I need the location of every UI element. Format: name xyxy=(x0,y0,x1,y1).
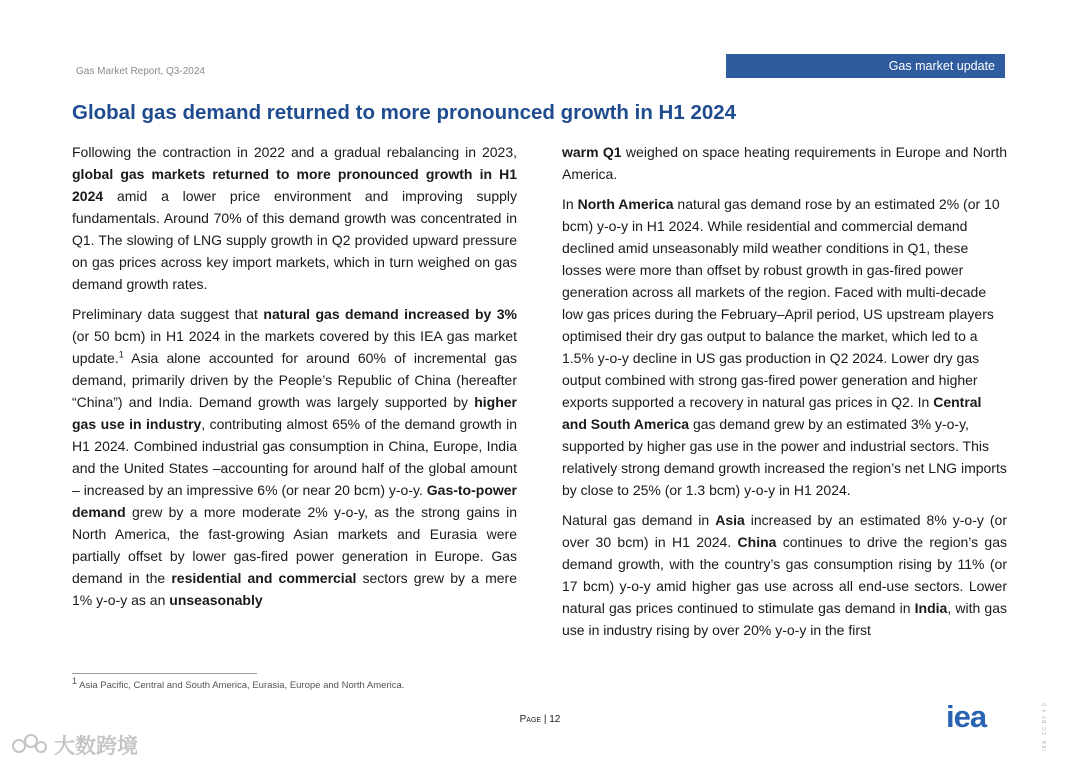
paragraph: Preliminary data suggest that natural gas demand increased by 3% (or 50 bcm) in H1 2024 in the markets covered by this IEA gas market update.$^1$ Asia alone accounted for around 60% of incremental gas demand, primarily driven by the People’s Republic of China (hereafter “China”) and India. Demand growth was largely supported by higher gas use in industry, contributing almost 65% of the demand growth in H1 2024. Combined industrial gas consumption in China, Europe, India and the United States –accounting for around half of the global amount – increased by an impressive 6% (or near 20 bcm) y-o-y. Gas-to-power demand grew by a more moderate 2% y-o-y, as the strong gains in North America, the fast-growing Asian markets and Eurasia were partially offset by lower gas-fired power generation in Europe. Gas demand in the residential and commercial sectors grew by a mere 1% y-o-y as an unseasonably xyxy=(72,306,517,608)
emphasis: Gas-to-power demand xyxy=(72,482,517,520)
page-title: Global gas demand returned to more pronounced growth in H1 2024 xyxy=(72,101,737,124)
footnote-mark: 1 xyxy=(72,675,78,686)
paragraph: Natural gas demand in Asia increased by an estimated 8% y-o-y (or over 30 bcm) in H1 2024. China continues to drive the region’s gas demand growth, with the country’s gas consumption rising by 11% (or 17 bcm) y-o-y amid higher gas use across all end-use sectors. Lower natural gas prices continued to stimulate gas demand in India, with gas use in industry rising by over 20% y-o-y in the first xyxy=(562,512,1007,638)
left-column xyxy=(72,141,517,619)
emphasis: India xyxy=(914,600,948,616)
right-column xyxy=(562,141,1007,649)
emphasis: North America xyxy=(577,196,674,212)
footnote-ref[interactable]: 1 xyxy=(118,349,124,360)
paragraph: Following the contraction in 2022 and a gradual rebalancing in 2023, global gas markets returned to more pronounced growth in H1 2024 amid a lower price environment and improving supply fundamentals. Around 70% of this demand growth was concentrated in Q1. The slowing of LNG supply growth in Q2 provided upward pressure on gas prices across key import markets, which in turn weighed on gas demand growth rates. xyxy=(72,144,517,292)
footnote-divider xyxy=(72,673,257,674)
emphasis: Asia xyxy=(715,512,745,528)
emphasis: global gas markets returned to more pronounced growth in H1 2024 xyxy=(72,166,517,204)
watermark-text: 大数跨境 xyxy=(54,735,138,758)
report-name: Gas Market Report, Q3-2024 xyxy=(76,66,205,77)
emphasis: natural gas demand increased by 3% xyxy=(263,306,517,322)
emphasis: warm Q1 xyxy=(562,144,622,160)
footnote xyxy=(72,675,405,691)
license-text: IEA. CC BY 4.0. xyxy=(1042,700,1048,751)
emphasis: Central and South America xyxy=(562,394,982,432)
page-number: Page | 12 xyxy=(519,714,561,725)
watermark xyxy=(10,730,138,760)
section-banner: Gas market update xyxy=(726,54,1005,78)
iea-logo: iea xyxy=(946,699,987,734)
footnote-text: Asia Pacific, Central and South America, Eurasia, Europe and North America. xyxy=(77,680,405,691)
watermark-icon xyxy=(10,732,48,758)
paragraph: warm Q1 weighed on space heating requirements in Europe and North America. xyxy=(562,144,1008,182)
page-label: Page xyxy=(519,714,542,725)
emphasis: higher gas use in industry xyxy=(72,394,517,432)
page-number-value: 12 xyxy=(549,714,561,725)
paragraph: In North America natural gas demand rose by an estimated 2% (or 10 bcm) y-o-y in H1 2024. While residential and commercial demand declined amid unseasonably mild weather conditions in Q1, these losses were more than offset by robust growth in gas-fired power generation across all markets of the region. Faced with multi-decade low gas prices during the February–April period, US upstream players optimised their dry gas output to balance the market, which led to a 1.5% y-o-y decline in US gas production in Q2 2024. Lower dry gas output combined with strong gas-fired power generation and higher exports supported a recovery in natural gas prices in Q2. In Central and South America gas demand grew by an estimated 3% y-o-y, supported by higher gas use in the power and industrial sectors. This relatively strong demand growth increased the region’s net LNG imports by close to 25% (or 1.3 bcm) y-o-y in H1 2024. xyxy=(562,196,1007,498)
emphasis: China xyxy=(737,534,777,550)
emphasis: residential and commercial xyxy=(171,570,357,586)
emphasis: unseasonably xyxy=(169,592,263,608)
